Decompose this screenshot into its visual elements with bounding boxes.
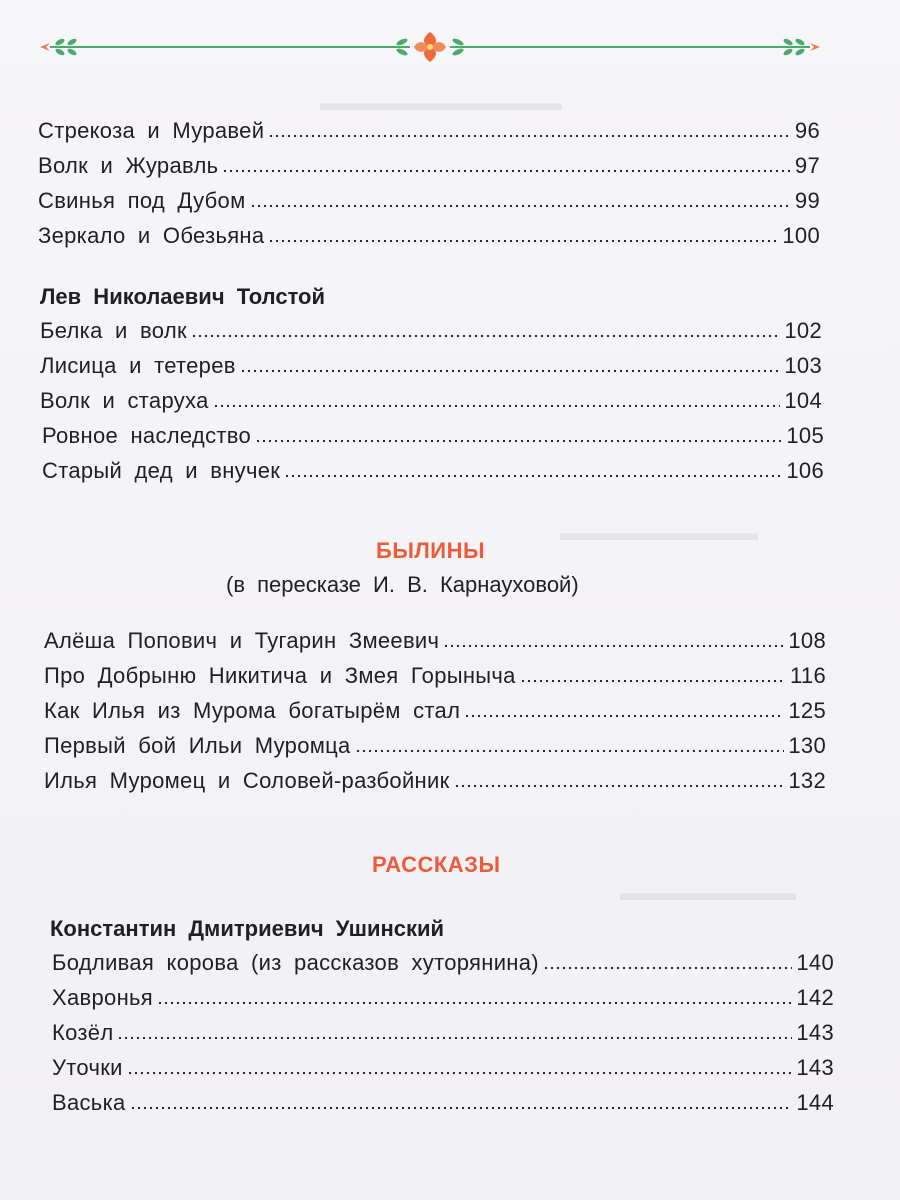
bleed-through-lines: ▬▬▬▬▬▬▬▬▬ [560, 520, 758, 545]
entry-title: Илья Муромец и Соловей-разбойник [44, 768, 450, 793]
entry-title: Ровное наследство [42, 423, 252, 448]
author-heading: Константин Дмитриевич Ушинский [50, 916, 445, 941]
section-subtitle: (в пересказе И. В. Карнауховой) [226, 572, 579, 597]
dot-leader [127, 1071, 793, 1075]
dot-leader [454, 784, 785, 788]
entry-title: Белка и волк [40, 318, 187, 343]
entry-title: Козёл [52, 1020, 114, 1045]
toc-entry[interactable] [38, 118, 820, 144]
entry-page: 125 [788, 698, 826, 723]
dot-leader [213, 404, 781, 408]
dot-leader [268, 239, 778, 243]
toc-entry[interactable] [38, 188, 820, 214]
dot-leader [130, 1106, 793, 1110]
toc-entry[interactable] [40, 318, 822, 344]
toc-entry[interactable] [44, 733, 826, 759]
author-heading: Лев Николаевич Толстой [40, 284, 326, 309]
dot-leader [222, 169, 791, 173]
toc-entry[interactable] [44, 698, 826, 724]
entry-page: 108 [788, 628, 826, 653]
entry-page: 99 [794, 188, 820, 213]
entry-title: Старый дед и внучек [42, 458, 281, 483]
entry-title: Уточки [52, 1055, 123, 1080]
entry-title: Хавронья [52, 985, 153, 1010]
toc-entry[interactable] [52, 950, 834, 976]
entry-title: Про Добрыню Никитича и Змея Горыныча [44, 663, 516, 688]
dot-leader [157, 1001, 792, 1005]
toc-entry[interactable] [38, 223, 820, 249]
entry-page: 142 [796, 985, 834, 1010]
dot-leader [464, 714, 784, 718]
entry-page: 103 [784, 353, 822, 378]
entry-page: 143 [796, 1020, 834, 1045]
toc-entry[interactable] [42, 423, 824, 449]
entry-title: Бодливая корова (из рассказов хуторянина) [52, 950, 539, 975]
entry-page: 140 [796, 950, 834, 975]
toc-entry[interactable] [40, 353, 822, 379]
bleed-through-lines: ▬▬▬▬▬▬▬▬▬▬▬ [320, 90, 562, 115]
entry-page: 104 [784, 388, 822, 413]
dot-leader [284, 474, 782, 478]
toc-entry[interactable] [44, 663, 826, 689]
dot-leader [268, 134, 791, 138]
toc-entry[interactable] [40, 388, 822, 414]
entry-page: 97 [794, 153, 820, 178]
toc-entry[interactable] [38, 153, 820, 179]
floral-ornament-icon [30, 30, 830, 64]
entry-title: Волк и старуха [40, 388, 209, 413]
entry-page: 100 [782, 223, 820, 248]
entry-page: 116 [790, 663, 826, 688]
toc-entry[interactable] [52, 1090, 834, 1116]
toc-entry[interactable] [52, 1020, 834, 1046]
entry-title: Свинья под Дубом [38, 188, 246, 213]
entry-title: Первый бой Ильи Муромца [44, 733, 351, 758]
entry-title: Зеркало и Обезьяна [38, 223, 265, 248]
entry-page: 130 [788, 733, 826, 758]
dot-leader [117, 1036, 792, 1040]
toc-entry[interactable] [42, 458, 824, 484]
toc-entry[interactable] [44, 768, 826, 794]
entry-title: Как Илья из Мурома богатырём стал [44, 698, 461, 723]
entry-page: 132 [788, 768, 826, 793]
section-heading-rasskazy: РАССКАЗЫ [372, 852, 501, 877]
toc-entry[interactable] [44, 628, 826, 654]
dot-leader [191, 334, 780, 338]
entry-title: Васька [52, 1090, 126, 1115]
entry-page: 102 [784, 318, 822, 343]
entry-title: Лисица и тетерев [40, 353, 236, 378]
entry-title: Стрекоза и Муравей [38, 118, 265, 143]
entry-page: 96 [794, 118, 820, 143]
bleed-through-lines: ▬▬▬▬▬▬▬▬ [620, 880, 796, 905]
entry-page: 144 [796, 1090, 834, 1115]
dot-leader [355, 749, 785, 753]
dot-leader [250, 204, 791, 208]
dot-leader [255, 439, 782, 443]
entry-page: 143 [796, 1055, 834, 1080]
entry-page: 105 [786, 423, 824, 448]
dot-leader [240, 369, 781, 373]
section-heading-byliny: БЫЛИНЫ [376, 538, 486, 563]
entry-page: 106 [786, 458, 824, 483]
dot-leader [520, 679, 786, 683]
dot-leader [543, 966, 792, 970]
entry-title: Волк и Журавль [38, 153, 219, 178]
dot-leader [443, 644, 784, 648]
toc-entry[interactable] [52, 985, 834, 1011]
toc-entry[interactable] [52, 1055, 834, 1081]
entry-title: Алёша Попович и Тугарин Змеевич [44, 628, 440, 653]
